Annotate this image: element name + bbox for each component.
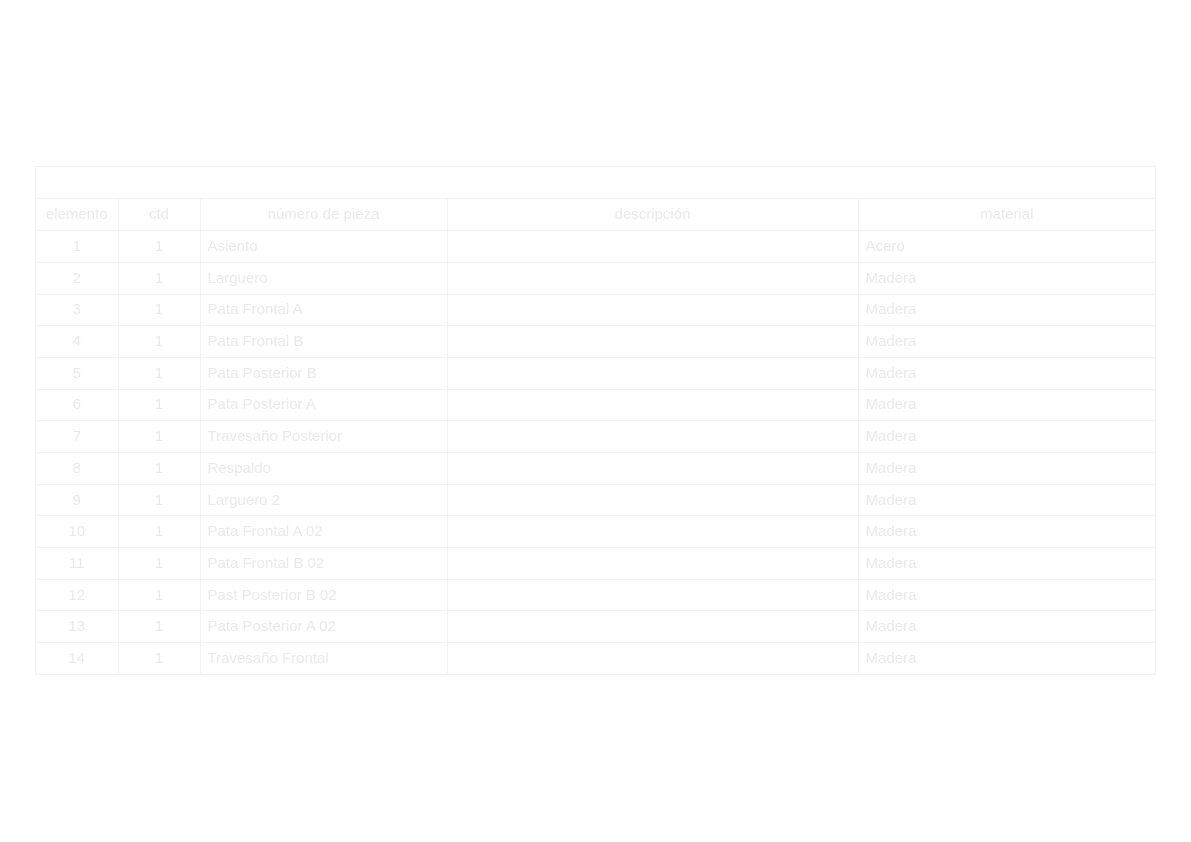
cell-material: Madera	[858, 294, 1155, 326]
cell-item: 13	[36, 611, 118, 643]
bill-of-materials-table	[35, 166, 1156, 675]
cell-qty: 1	[118, 453, 200, 485]
cell-part-number: Pata Posterior A	[200, 389, 447, 421]
cell-part-number: Asiento	[200, 231, 447, 263]
cell-item: 14	[36, 643, 118, 675]
table-title-row	[36, 167, 1155, 199]
table-row	[36, 643, 1155, 675]
cell-part-number: Larguero 2	[200, 484, 447, 516]
cell-item: 10	[36, 516, 118, 548]
cell-material: Madera	[858, 326, 1155, 358]
cell-part-number: Larguero	[200, 262, 447, 294]
cell-description	[447, 611, 858, 643]
table-row	[36, 611, 1155, 643]
cell-item: 6	[36, 389, 118, 421]
table-row	[36, 579, 1155, 611]
cell-material: Madera	[858, 579, 1155, 611]
table-row	[36, 357, 1155, 389]
table-row	[36, 453, 1155, 485]
cell-material: Madera	[858, 421, 1155, 453]
cell-part-number: Pata Frontal A	[200, 294, 447, 326]
cell-part-number: Respaldo	[200, 453, 447, 485]
cell-description	[447, 643, 858, 675]
cell-description	[447, 262, 858, 294]
table-row	[36, 484, 1155, 516]
cell-material: Madera	[858, 548, 1155, 580]
cell-item: 9	[36, 484, 118, 516]
cell-part-number: Pata Frontal B	[200, 326, 447, 358]
cell-material: Madera	[858, 357, 1155, 389]
cell-item: 4	[36, 326, 118, 358]
cell-qty: 1	[118, 484, 200, 516]
cell-material: Acero	[858, 231, 1155, 263]
cell-material: Madera	[858, 484, 1155, 516]
cell-qty: 1	[118, 231, 200, 263]
cell-part-number: Pata Posterior B	[200, 357, 447, 389]
cell-material: Madera	[858, 611, 1155, 643]
cell-item: 2	[36, 262, 118, 294]
cell-item: 12	[36, 579, 118, 611]
cell-qty: 1	[118, 611, 200, 643]
cell-material: Madera	[858, 389, 1155, 421]
cell-description	[447, 579, 858, 611]
header-material: material	[858, 199, 1155, 231]
cell-description	[447, 516, 858, 548]
cell-part-number: Pata Posterior A 02	[200, 611, 447, 643]
header-row	[36, 199, 1155, 231]
cell-description	[447, 357, 858, 389]
cell-material: Madera	[858, 516, 1155, 548]
cell-material: Madera	[858, 453, 1155, 485]
cell-qty: 1	[118, 262, 200, 294]
cell-description	[447, 389, 858, 421]
cell-part-number: Past Posterior B 02	[200, 579, 447, 611]
cell-qty: 1	[118, 294, 200, 326]
cell-qty: 1	[118, 579, 200, 611]
cell-qty: 1	[118, 421, 200, 453]
cell-item: 1	[36, 231, 118, 263]
cell-qty: 1	[118, 548, 200, 580]
cell-item: 7	[36, 421, 118, 453]
cell-part-number: Travesaño Posterior	[200, 421, 447, 453]
cell-item: 3	[36, 294, 118, 326]
cell-qty: 1	[118, 357, 200, 389]
cell-qty: 1	[118, 516, 200, 548]
cell-description	[447, 326, 858, 358]
table-row	[36, 294, 1155, 326]
cell-item: 5	[36, 357, 118, 389]
cell-description	[447, 294, 858, 326]
cell-part-number: Pata Frontal B 02	[200, 548, 447, 580]
table-row	[36, 421, 1155, 453]
header-item: elemento	[36, 199, 118, 231]
cell-description	[447, 453, 858, 485]
header-description: descripción	[447, 199, 858, 231]
cell-qty: 1	[118, 643, 200, 675]
cell-description	[447, 484, 858, 516]
cell-qty: 1	[118, 389, 200, 421]
cell-part-number: Pata Frontal A 02	[200, 516, 447, 548]
table-row	[36, 231, 1155, 263]
table-row	[36, 389, 1155, 421]
cell-description	[447, 421, 858, 453]
cell-material: Madera	[865, 650, 917, 668]
cell-part-number: Travesaño Frontal	[200, 643, 447, 675]
table-row	[36, 548, 1155, 580]
header-qty: ctd	[118, 199, 200, 231]
cell-description	[447, 231, 858, 263]
table-row	[36, 516, 1155, 548]
table-row	[36, 262, 1155, 294]
cell-material: Madera	[858, 262, 1155, 294]
cell-description	[447, 548, 858, 580]
cell-qty: 1	[118, 326, 200, 358]
header-part-number: número de pieza	[200, 199, 447, 231]
parts-list	[36, 199, 1155, 674]
table-row	[36, 326, 1155, 358]
cell-item: 8	[36, 453, 118, 485]
cell-item: 11	[36, 548, 118, 580]
